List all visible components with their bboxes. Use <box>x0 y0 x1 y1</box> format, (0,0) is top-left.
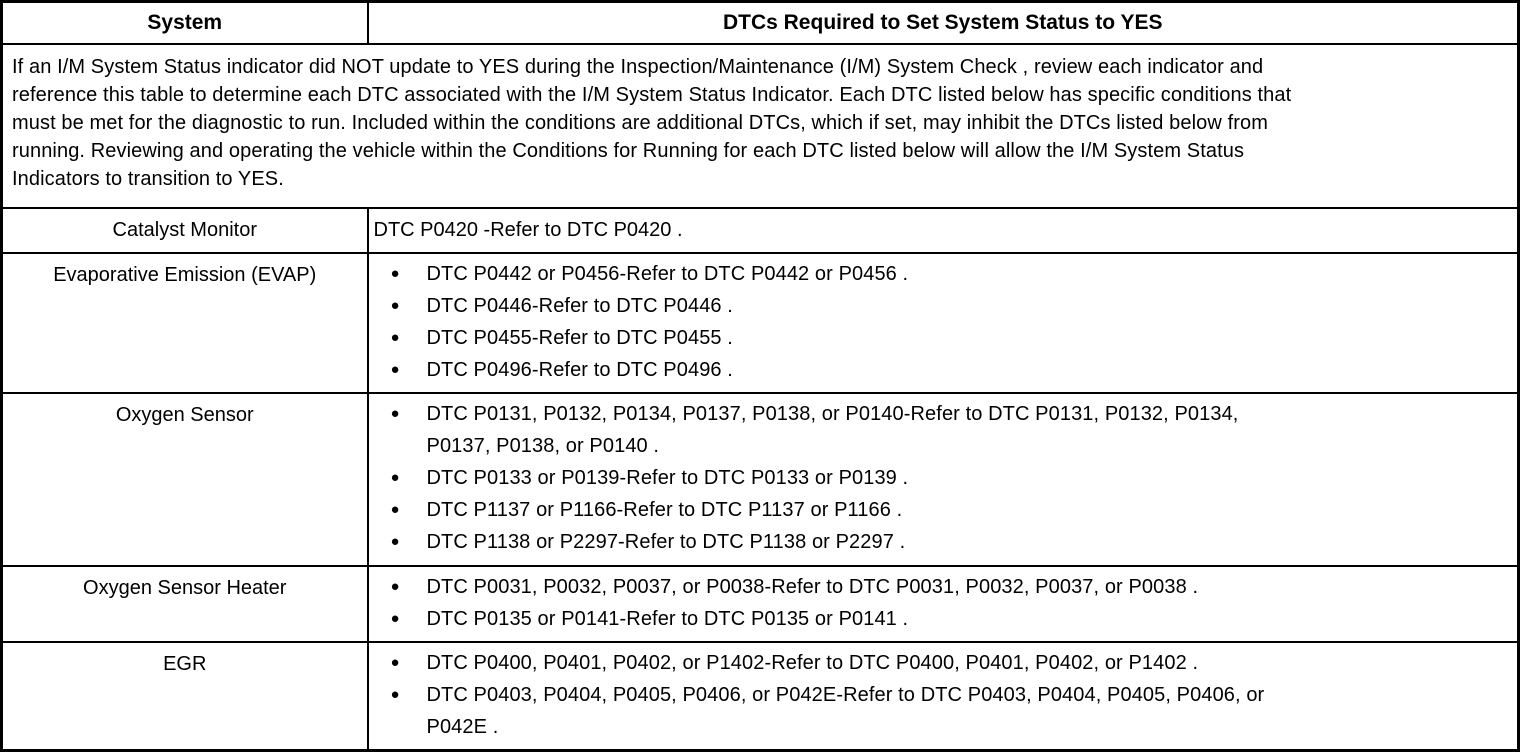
bullet-icon: ● <box>390 533 400 551</box>
bullet-icon: ● <box>390 501 400 519</box>
dtc-list <box>369 254 1518 390</box>
dtc-item <box>389 462 1514 494</box>
dtc-item <box>389 679 1514 743</box>
intro-row <box>2 44 1519 208</box>
bullet-icon: ● <box>390 264 400 282</box>
dtc-item <box>389 526 1514 558</box>
dtc-item-text: DTC P0400, P0401, P0402, or P1402-Refer to DTC P0400, P0401, P0402, or P1402 . <box>426 651 1199 674</box>
dtc-list <box>369 394 1518 562</box>
bullet-icon: ● <box>390 610 400 628</box>
table-row <box>2 642 1519 751</box>
intro-paragraph: If an I/M System Status indicator did NOT update to YES during the Inspection/Maintenance (I/M) System Check , review each indicator and reference this table to determine each DTC associated with the I/M System Status Indicator. Each DTC listed below has specific conditions that must be met for the diagnostic to run. Included within the conditions are additional DTCs, which if set, may inhibit the DTCs listed below from running. Reviewing and operating the vehicle within the Conditions for Running for each DTC listed below will allow the I/M System Status Indicators to transition to YES. <box>12 55 1292 190</box>
table-row <box>2 393 1519 566</box>
dtc-cell <box>368 253 1519 394</box>
bullet-icon: ● <box>390 578 400 596</box>
dtc-item-text: DTC P0131, P0132, P0134, P0137, P0138, or P0140-Refer to DTC P0131, P0132, P0134, P0137, P0138, or P0140 . <box>426 403 1239 458</box>
dtc-item <box>389 647 1514 679</box>
dtc-item-text: DTC P0135 or P0141-Refer to DTC P0135 or P0141 . <box>426 608 909 631</box>
dtc-list <box>369 567 1518 639</box>
bullet-icon: ● <box>390 469 400 487</box>
dtc-cell <box>368 566 1519 641</box>
dtc-item-text: DTC P0403, P0404, P0405, P0406, or P042E-Refer to DTC P0403, P0404, P0405, P0406, or P042E . <box>426 683 1265 738</box>
bullet-icon: ● <box>390 685 400 703</box>
dtc-item-text: DTC P0031, P0032, P0037, or P0038-Refer to DTC P0031, P0032, P0037, or P0038 . <box>426 576 1199 599</box>
dtc-item-text: DTC P1137 or P1166-Refer to DTC P1137 or P1166 . <box>426 499 903 522</box>
table-header <box>2 2 1519 44</box>
intro-cell <box>2 44 1519 208</box>
dtc-cell <box>368 393 1519 566</box>
dtc-item <box>389 571 1514 603</box>
dtc-item-text: DTC P0446-Refer to DTC P0446 . <box>426 294 733 317</box>
dtc-item-text: DTC P0133 or P0139-Refer to DTC P0133 or P0139 . <box>426 467 909 490</box>
bullet-icon: ● <box>390 360 400 378</box>
system-cell: Catalyst Monitor <box>2 208 368 253</box>
dtc-cell <box>368 208 1519 253</box>
dtc-item <box>389 398 1514 462</box>
bullet-icon: ● <box>390 405 400 423</box>
dtc-list <box>369 643 1518 747</box>
table-body <box>2 44 1519 751</box>
bullet-icon: ● <box>390 328 400 346</box>
dtc-item <box>389 603 1514 635</box>
dtc-item-text: DTC P0455-Refer to DTC P0455 . <box>426 326 733 349</box>
table-row <box>2 253 1519 394</box>
bullet-icon: ● <box>390 653 400 671</box>
table-row <box>2 208 1519 253</box>
dtc-item-text: DTC P1138 or P2297-Refer to DTC P1138 or P2297 . <box>426 531 906 554</box>
system-cell: EGR <box>2 642 368 751</box>
dtc-item <box>389 290 1514 322</box>
header-row <box>2 2 1519 44</box>
dtc-item <box>389 258 1514 290</box>
system-cell: Oxygen Sensor Heater <box>2 566 368 641</box>
col-header-dtcs: DTCs Required to Set System Status to YES <box>368 2 1519 44</box>
system-cell: Evaporative Emission (EVAP) <box>2 253 368 394</box>
dtc-item-text: DTC P0442 or P0456-Refer to DTC P0442 or P0456 . <box>426 262 909 285</box>
bullet-icon: ● <box>390 296 400 314</box>
system-cell: Oxygen Sensor <box>2 393 368 566</box>
dtc-item <box>389 322 1514 354</box>
dtc-item-text: DTC P0496-Refer to DTC P0496 . <box>426 358 733 381</box>
col-header-system: System <box>2 2 368 44</box>
dtc-text: DTC P0420 -Refer to DTC P0420 . <box>373 218 683 241</box>
dtc-cell <box>368 642 1519 751</box>
dtc-item <box>389 354 1514 386</box>
table-row <box>2 566 1519 641</box>
dtc-item <box>389 494 1514 526</box>
